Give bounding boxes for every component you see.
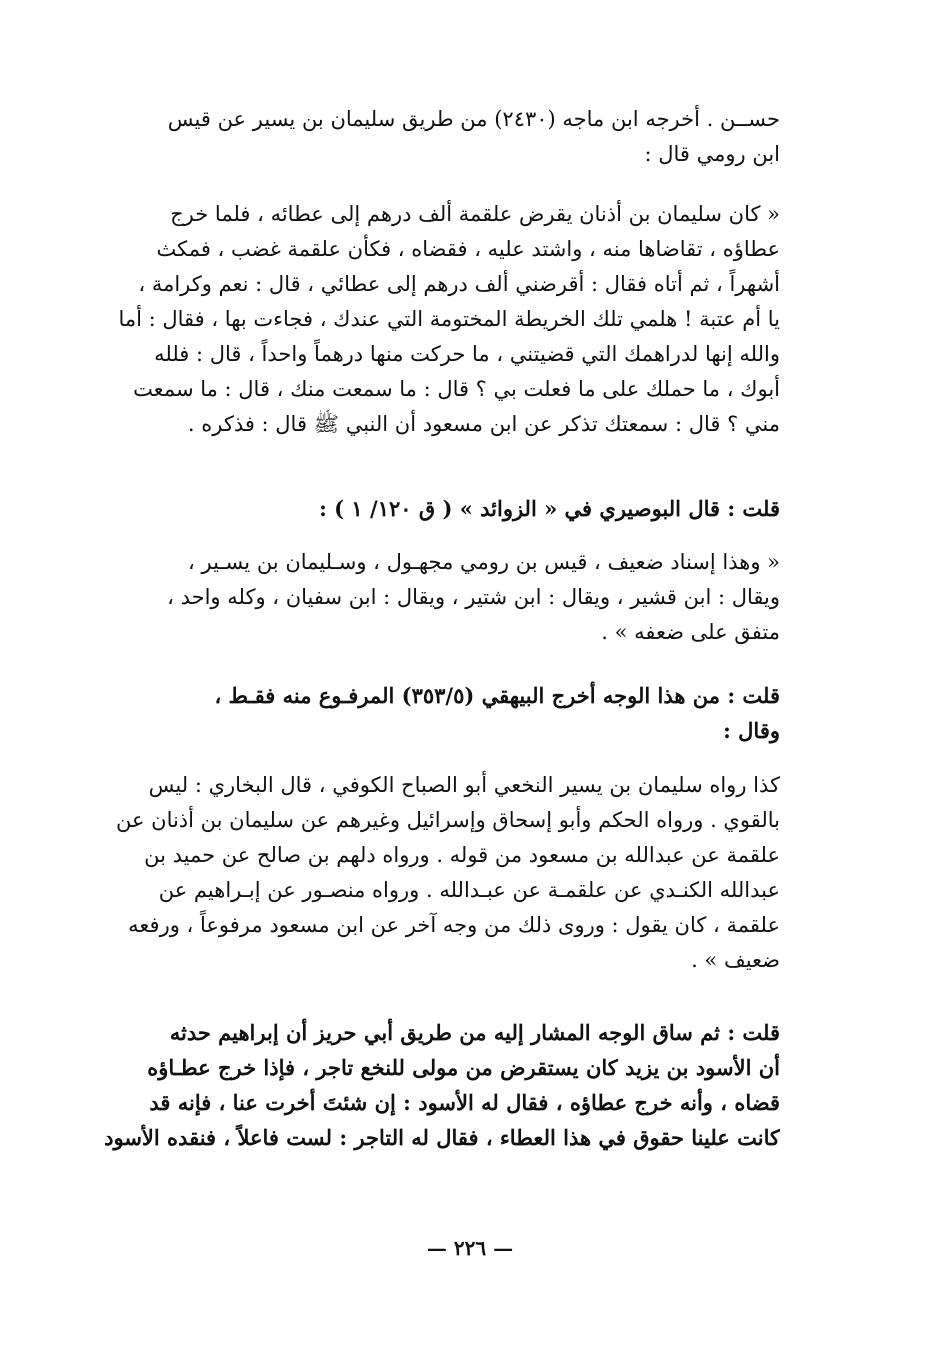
text-line: مني ؟ قال : سمعتك تذكر عن ابن مسعود أن النبي ﷺ قال : فذكره . (187, 412, 780, 436)
paragraph-bayhaqi-intro (104, 678, 780, 748)
text-line: عبدالله الكنـدي عن علقمـة عن عبـدالله . ورواه منصـور عن إبـراهيم عن (158, 878, 780, 902)
text-line: علقمة عن عبدالله بن مسعود من قوله . ورواه دلهم بن صالح عن حميد بن (144, 843, 780, 867)
paragraph-bayhaqi-quote (104, 768, 780, 978)
text-line: والله إنها لدراهمك التي قضيتني ، ما حركت منها درهماً واحداً ، قال : فلله (154, 342, 780, 366)
text-line: وقال : (723, 718, 780, 743)
text-line: « وهذا إسناد ضعيف ، قيس بن رومي مجهـول ، وسـليمان بن يسـير ، (188, 550, 780, 574)
text-line: عطاؤه ، تقاضاها منه ، واشتد عليه ، فقضاه ، فكأن علقمة غضب ، فمكث (156, 237, 780, 261)
text-line: كانت علينا حقوق في هذا العطاء ، فقال له التاجر : لست فاعلاً ، فنقده الأسود (104, 1125, 780, 1150)
paragraph-hadith-grading (104, 102, 780, 172)
paragraph-abu-hariz-route (104, 1015, 780, 1155)
text-line: ابن رومي قال : (644, 142, 780, 166)
text-line: أن الأسود بن يزيد كان يستقرض من مولى للنخع تاجر ، فإذا خرج عطـاؤه (147, 1055, 780, 1080)
text-line: أبوك ، ما حملك على ما فعلت بي ؟ قال : ما سمعت منك ، قال : ما سمعت (133, 377, 780, 401)
text-line: قضاه ، وأنه خرج عطاؤه ، فقال له الأسود : إن شئتَ أخرت عنا ، فإنه قد (149, 1090, 780, 1115)
text-line: يا أم عتبة ! هلمي تلك الخريطة المختومة التي عندك ، فجاءت بها ، فقال : أما (118, 307, 780, 331)
text-line: « كان سليمان بن أذنان يقرض علقمة ألف درهم إلى عطائه ، فلما خرج (170, 202, 780, 226)
text-line: قلت : من هذا الوجه أخرج البيهقي (٣٥٣/٥) المرفـوع منه فقـط ، (214, 683, 780, 708)
text-line: كذا رواه سليمان بن يسير النخعي أبو الصباح الكوفي ، قال البخاري : ليس (148, 773, 780, 797)
text-line: بالقوي . ورواه الحكم وأبو إسحاق وإسرائيل وغيرهم عن سليمان بن أذنان عن (115, 808, 780, 832)
text-line: قلت : قال البوصيري في « الزوائد » ( ق ١٢٠/ ١ ) : (319, 496, 780, 521)
text-line: علقمة ، كان يقول : وروى ذلك من وجه آخر عن ابن مسعود مرفوعاً ، ورفعه (128, 913, 780, 937)
text-line: قلت : ثم ساق الوجه المشار إليه من طريق أبي حريز أن إبراهيم حدثه (169, 1020, 780, 1045)
paragraph-hadith-narration (104, 197, 780, 442)
page-number: — ٢٢٦ — (426, 1236, 514, 1260)
text-line: أشهراً ، ثم أتاه فقال : أقرضني ألف درهم إلى عطائي ، قال : نعم وكرامة ، (138, 272, 780, 296)
text-line: ويقال : ابن قشير ، ويقال : ابن شتير ، ويقال : ابن سفيان ، وكله واحد ، (167, 585, 780, 609)
paragraph-busiri-quote (104, 545, 780, 650)
text-line: ضعيف » . (691, 948, 780, 972)
paragraph-busiri-intro (104, 491, 780, 526)
text-line: حســن . أخرجه ابن ماجه (٢٤٣٠) من طريق سليمان بن يسير عن قيس (167, 107, 780, 131)
text-line: متفق على ضعفه » . (601, 620, 780, 644)
